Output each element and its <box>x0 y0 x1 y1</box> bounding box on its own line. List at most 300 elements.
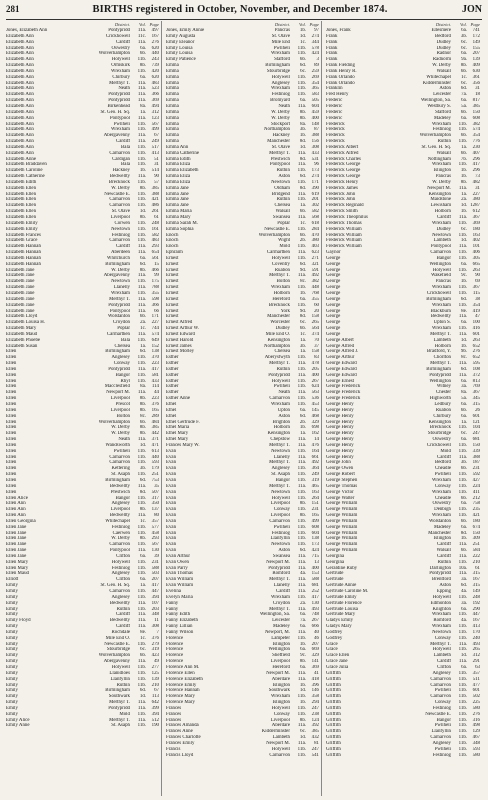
entry-district: Lambeth <box>272 735 290 741</box>
entry-volume: 11b. <box>458 442 467 448</box>
entry-volume: 4a. <box>461 589 467 594</box>
entry-page: 577 <box>151 524 159 530</box>
entry-name: Elizabeth Ann <box>6 109 34 115</box>
entry-district: Pontypridd <box>429 372 451 378</box>
entry-page: 581 <box>151 372 159 378</box>
entry-name: Griffith <box>326 682 341 688</box>
entry-district: Kensington <box>267 337 290 343</box>
entry-name: Emma <box>166 115 179 121</box>
entry-page: 608 <box>311 524 319 530</box>
entry-district: Liverpool <box>270 659 290 665</box>
entry-district: Stafford <box>435 109 451 115</box>
entry-district: Bedwellty <box>109 600 130 606</box>
entry-name: Grace <box>326 647 338 653</box>
entry-name: Elizabeth Ann <box>6 103 34 109</box>
entry-page: 483 <box>151 238 159 244</box>
entry-name: Elizabeth Ann <box>6 144 34 150</box>
entry-volume: 11a. <box>137 717 146 723</box>
entry-page: 150 <box>472 109 480 115</box>
entry-district: Conway <box>273 507 290 513</box>
entry-name: Elizabeth Ann <box>6 80 34 86</box>
entry-name: Elizabeth Hannah <box>6 244 41 250</box>
entry-page: 227 <box>151 320 159 326</box>
entry-page: 293 <box>151 536 159 542</box>
entry-district: Bedwellty <box>109 618 130 624</box>
entry-district: Ruthin <box>276 366 290 372</box>
entry-volume: 1a. <box>461 419 467 425</box>
entry-page: 364 <box>311 466 319 472</box>
entry-page: 416 <box>472 326 480 332</box>
entry-page: 308 <box>151 624 159 630</box>
entry-volume: 6a. <box>461 261 467 267</box>
entry-page: 486 <box>151 203 159 209</box>
entry-page: 162 <box>311 431 319 437</box>
entry-name: Elizabeth Jane <box>6 296 35 302</box>
entry-page: 149 <box>472 39 480 45</box>
entry-district: Pwllheli <box>434 688 451 694</box>
entry-page: 394 <box>151 594 159 600</box>
entry-name: George William <box>326 513 358 519</box>
entry-name: Elizabeth Ann <box>6 63 34 69</box>
entry-volume: 1b. <box>139 168 146 174</box>
entry-name: Emily Alice <box>6 717 30 723</box>
entry-name: Elizabeth Catherine <box>6 174 45 180</box>
entry-name: Frederick Thomas <box>326 220 362 226</box>
entry-name: Esther <box>166 378 179 384</box>
entry-name: Emma Jane <box>166 185 189 191</box>
entry-name: Evan <box>166 448 177 454</box>
entry-district: Stockport <box>270 121 290 127</box>
entry-volume: 11b. <box>137 641 146 647</box>
entry-volume: 8b. <box>299 109 306 115</box>
entry-name: Elizabeth Ann <box>6 133 34 139</box>
entry-district: Neath <box>118 86 130 92</box>
entry-name: Ellen <box>6 372 17 378</box>
entry-page: 291 <box>472 659 480 665</box>
entry-page: 151 <box>311 501 319 507</box>
entry-page: 107 <box>151 600 159 606</box>
entry-district: St. Asaph <box>271 472 290 478</box>
entry-page: 315 <box>472 402 480 407</box>
entry-page: 376 <box>151 402 159 407</box>
entry-volume: 11b. <box>297 530 306 536</box>
entry-page: 593 <box>472 746 480 752</box>
entry-page: 406 <box>472 250 480 256</box>
entry-district: Festiniog <box>432 705 451 711</box>
entry-page: 370 <box>151 355 159 361</box>
entry-name: George Edward <box>326 361 357 367</box>
entry-page: 817 <box>472 98 480 104</box>
entry-volume: 11b. <box>458 694 467 700</box>
entry-name: Frederick William <box>326 238 362 244</box>
entry-page: 41 <box>314 670 319 676</box>
entry-district: Abergavenny <box>103 133 130 139</box>
entry-page: 355 <box>311 296 319 302</box>
entry-volume: 11b. <box>458 232 467 238</box>
entry-volume: 6c. <box>300 68 306 74</box>
entry-name: Gertrude Emily <box>326 594 357 600</box>
entry-district: Upton S. <box>433 320 451 326</box>
entry-page: 385 <box>151 425 159 431</box>
entry-volume: 11b. <box>137 68 146 74</box>
column-header-volume: Vol. <box>459 22 467 27</box>
entry-name: Emma <box>166 139 179 145</box>
entry-name: Emily <box>6 629 18 635</box>
entry-volume: 8c. <box>461 355 467 361</box>
entry-district: Bedford <box>434 33 451 39</box>
entry-volume: 6c. <box>140 647 146 653</box>
entry-volume: 11a. <box>137 244 146 250</box>
entry-volume: 11a. <box>137 437 146 443</box>
entry-district: Romford <box>433 618 451 624</box>
entry-district: Aberystwyth <box>264 355 290 361</box>
entry-volume: 11b. <box>137 232 146 238</box>
entry-volume: 11b. <box>458 670 467 676</box>
entry-district: Cardiff <box>436 553 451 559</box>
entry-district: Ruthin <box>437 559 451 565</box>
entry-volume: 6a. <box>461 98 467 104</box>
entry-volume: 6b. <box>139 51 146 57</box>
entry-district: Merthyr T. <box>268 577 290 583</box>
entry-name: Elizabeth Ann <box>6 139 34 145</box>
entry-page: 567 <box>151 121 159 127</box>
entry-name: Elizabeth Ellen <box>6 197 37 203</box>
entry-page: 276 <box>151 39 159 45</box>
entry-name: Griffith <box>326 688 341 694</box>
entry-district: Wolverhampton <box>98 653 130 659</box>
entry-district: Oldham <box>274 185 290 191</box>
entry-page: 768 <box>311 290 319 296</box>
entry-volume: 11a. <box>137 139 146 145</box>
entry-page: 124 <box>311 717 319 723</box>
entry-page: 374 <box>311 331 319 337</box>
entry-district: Cardiff <box>436 659 451 665</box>
entry-volume: 11b. <box>137 448 146 454</box>
entry-district: Wrexham <box>431 285 451 291</box>
entry-page: 507 <box>151 489 159 495</box>
entry-name: Evan <box>166 501 177 507</box>
entry-district: Hereford <box>272 664 290 670</box>
entry-volume: 11b. <box>458 139 467 145</box>
entry-volume: 11a. <box>297 460 306 466</box>
entry-page: 365 <box>311 86 319 92</box>
entry-name: Frank Fielding <box>326 63 355 69</box>
entry-district: Aston <box>278 413 290 419</box>
entry-name: Emma <box>166 74 179 80</box>
entry-district: Chelsea <box>274 349 290 355</box>
entry-volume: 1a. <box>140 583 146 589</box>
entry-page: 252 <box>311 589 319 594</box>
entry-district: Poplar <box>117 326 130 332</box>
entry-district: Hackney <box>272 133 290 139</box>
entry-district: Carnarvon <box>269 752 290 758</box>
entry-district: Conway <box>273 711 290 717</box>
entry-district: Islington <box>272 700 290 706</box>
entry-page: 369 <box>472 220 480 226</box>
entry-page: 582 <box>311 209 319 215</box>
entry-name: Emma <box>166 133 179 139</box>
entry-district: Merthyr T. <box>108 296 130 302</box>
entry-volume: 1a. <box>300 203 306 209</box>
entry-district: Anglesey <box>271 80 290 86</box>
entry-page: 263 <box>472 267 480 273</box>
entry-volume: 9a. <box>461 57 467 63</box>
entry-page: 523 <box>151 86 159 92</box>
entry-volume: 8b. <box>139 185 146 191</box>
entry-district: Carnarvon <box>109 150 130 156</box>
entry-page: 319 <box>311 477 319 483</box>
entry-district: Carnarvon <box>269 396 290 402</box>
entry-name: Emily Anne <box>6 723 30 729</box>
entry-page: 483 <box>151 80 159 86</box>
entry-name: Ellen Ann <box>6 501 26 507</box>
entry-page: 357 <box>151 518 159 524</box>
entry-volume: 2a. <box>140 320 146 326</box>
entry-district: Holywell <box>432 594 451 600</box>
entry-district: Corwen <box>114 220 130 226</box>
entry-page: 478 <box>311 361 319 367</box>
entry-district: Croydon <box>272 600 290 606</box>
entry-district: Wakefield <box>431 273 451 279</box>
entry-district: Cheadle <box>434 466 451 472</box>
column-header-district: District. <box>274 22 290 27</box>
entry-name: Ellen <box>6 448 17 454</box>
entry-page: 97 <box>314 28 319 33</box>
entry-name: Florence Mary <box>166 694 195 700</box>
entry-name: Frances Charlotte <box>166 735 201 741</box>
entry-volume: 6a. <box>300 612 306 618</box>
entry-district: Cheadle <box>434 495 451 501</box>
entry-name: George William <box>326 507 358 513</box>
entry-page: 15 <box>154 261 159 267</box>
entry-volume: 6b. <box>299 57 306 63</box>
entry-name: Emma <box>166 127 179 133</box>
entry-volume: 11a. <box>297 191 306 197</box>
entry-page: 309 <box>472 536 480 542</box>
entry-name: Griffith <box>326 694 341 700</box>
entry-name: Ellen <box>6 402 17 407</box>
entry-district: Prestwich <box>110 489 130 495</box>
entry-name: Emma Eliza <box>166 174 191 180</box>
entry-page: 748 <box>311 612 319 618</box>
entry-name: Gertrude <box>326 577 344 583</box>
entry-page: 541 <box>311 752 319 758</box>
entry-page: 567 <box>151 542 159 548</box>
entry-district: Kensington <box>428 419 451 425</box>
entry-page: 619 <box>311 191 319 197</box>
entry-page: 400 <box>311 115 319 121</box>
entry-district: Festiniog <box>432 752 451 758</box>
entry-name: Florence Ellen <box>166 670 195 676</box>
entry-name: Emma Edith <box>166 156 191 162</box>
entry-district: Carnarvon <box>109 460 130 466</box>
entry-name: Griffith <box>326 729 341 735</box>
entry-district: Holywell <box>271 74 290 80</box>
entry-district: Hackney <box>112 168 130 174</box>
entry-page: 227 <box>472 191 480 197</box>
entry-district: Festiniog <box>111 524 130 530</box>
entry-volume: 6a. <box>300 407 306 413</box>
entry-page: 574 <box>151 331 159 337</box>
entry-page: 249 <box>151 139 159 145</box>
entry-volume: 1d. <box>299 688 306 694</box>
entry-page: 223 <box>151 396 159 402</box>
entry-name: Evan <box>166 460 177 466</box>
entry-district: Cardiff <box>115 139 130 145</box>
entry-volume: 8b. <box>460 179 467 185</box>
entry-name: Francis <box>166 746 181 752</box>
entry-name: Emma <box>166 98 179 104</box>
entry-district: Northampton <box>263 343 290 349</box>
entry-page: 173 <box>311 542 319 548</box>
entry-page: 114 <box>151 384 159 390</box>
entry-volume: 11b. <box>458 302 467 308</box>
entry-district: Newtown <box>270 179 290 185</box>
entry-name: Griffith <box>326 705 341 711</box>
entry-page: 423 <box>151 653 159 659</box>
entry-district: Holywell <box>271 495 290 501</box>
entry-volume: 1d. <box>299 735 306 741</box>
entry-volume: 6c. <box>461 226 467 232</box>
entry-volume: 11b. <box>297 366 306 372</box>
entry-volume: 6d. <box>299 174 306 180</box>
entry-volume: 11a. <box>137 483 146 489</box>
entry-volume: 11a. <box>297 629 306 635</box>
entry-volume: 11b. <box>137 127 146 133</box>
entry-district: Radnor <box>436 51 451 57</box>
entry-page: 620 <box>151 74 159 80</box>
entry-page: 210 <box>151 682 159 688</box>
entry-district: Newport M. <box>106 390 130 396</box>
entry-district: St. Geo. H. Sq. <box>100 583 130 589</box>
entry-volume: 11a. <box>137 115 146 121</box>
entry-district: Liverpool <box>270 513 290 519</box>
entry-district: Wrexham <box>431 513 451 519</box>
entry-district: Pontypridd <box>268 565 290 571</box>
entry-district: Chirbury <box>433 413 451 419</box>
entry-district: Holywell <box>432 267 451 273</box>
entry-name: Frances Anne <box>166 729 193 735</box>
entry-volume: 6c. <box>461 45 467 51</box>
entry-name: Esther <box>166 384 179 390</box>
entry-volume: 11b. <box>458 513 467 519</box>
entry-name: Frank Henry R. <box>326 68 357 74</box>
entry-name: Frederick <box>326 121 345 127</box>
entry-name: Emily <box>6 635 18 641</box>
entry-name: Frances <box>166 711 182 717</box>
entry-page: 321 <box>311 261 319 267</box>
entry-district: Lampeter <box>271 635 290 641</box>
entry-volume: 8b. <box>299 501 306 507</box>
entry-volume: 11b. <box>458 507 467 513</box>
entry-name: Ellen <box>6 349 17 355</box>
entry-district: Ruthin <box>276 168 290 174</box>
entry-name: Ernest Morley <box>166 349 195 355</box>
entry-volume: 11b. <box>137 150 146 156</box>
entry-name: Ernest James <box>166 343 192 349</box>
entry-volume: 6d. <box>299 548 306 554</box>
entry-name: Ellen Jane <box>6 524 27 530</box>
entry-district: Brighton <box>272 419 290 425</box>
entry-page: 417 <box>472 162 480 168</box>
entry-volume: 6a. <box>461 413 467 419</box>
entry-name: Elizabeth Hannah <box>6 261 41 267</box>
entry-name: George <box>326 285 341 291</box>
entry-name: Elizabeth Phoebe <box>6 337 41 343</box>
entry-name: Frank <box>326 57 338 63</box>
entry-name: Frederick George <box>326 168 361 174</box>
entry-district: Kensington <box>267 431 290 437</box>
entry-page: 175 <box>151 279 159 285</box>
entry-district: Oswestry <box>432 501 451 507</box>
entry-page: 207 <box>472 51 480 57</box>
entry-page: 512 <box>151 717 159 723</box>
entry-page: 580 <box>472 705 480 711</box>
entry-district: Pontypridd <box>108 28 130 33</box>
entry-volume: 11a. <box>137 174 146 180</box>
entry-page: 149 <box>472 589 480 594</box>
entry-page: 427 <box>472 477 480 483</box>
entry-volume: 11a. <box>458 553 467 559</box>
entry-volume: 6a. <box>300 647 306 653</box>
entry-name: George Victor <box>326 489 354 495</box>
entry-page: 67 <box>154 133 159 139</box>
entry-volume: 11b. <box>458 711 467 717</box>
entry-volume: 8a. <box>140 384 146 390</box>
entry-page: 580 <box>472 752 480 758</box>
entry-page: 458 <box>151 530 159 536</box>
entry-district: Islington <box>272 682 290 688</box>
entry-district: Pontypridd <box>108 98 130 104</box>
entry-district: Festiniog <box>111 565 130 571</box>
entry-page: 248 <box>151 220 159 226</box>
entry-volume: 11b. <box>297 197 306 203</box>
entry-page: 471 <box>151 442 159 448</box>
entry-volume: 8a. <box>300 121 306 127</box>
entry-page: 400 <box>311 565 319 571</box>
entry-page: 115 <box>472 290 480 296</box>
entry-name: Evan William <box>166 577 194 583</box>
entry-name: Frederick <box>326 133 345 139</box>
entry-district: Wrexham <box>431 624 451 630</box>
entry-page: 265 <box>311 320 319 326</box>
entry-volume: 11b. <box>297 86 306 92</box>
entry-page: 248 <box>472 594 480 600</box>
entry-district: Walsall <box>436 150 451 156</box>
entry-district: Upton <box>277 407 290 413</box>
entry-page: 440 <box>151 51 159 57</box>
entry-name: Geraldine Ruby <box>326 565 358 571</box>
entry-page: 588 <box>311 577 319 583</box>
entry-volume: 11b. <box>137 279 146 285</box>
entry-volume: 11b. <box>297 477 306 483</box>
entry-page: 354 <box>472 133 480 139</box>
entry-volume: 11b. <box>137 501 146 507</box>
entry-volume: 11b. <box>137 156 146 162</box>
entry-name: Frederick James <box>326 185 358 191</box>
entry-volume: 11a. <box>458 215 467 220</box>
entry-page: 698 <box>311 425 319 431</box>
entry-name: Fanny Elizabeth <box>166 618 198 624</box>
entry-district: Coventry <box>271 261 290 267</box>
entry-name: Evan Thomas <box>166 571 193 577</box>
entry-district: Llanelly <box>113 285 130 291</box>
entry-volume: 11a. <box>137 705 146 711</box>
entry-volume: 11b. <box>137 460 146 466</box>
entry-district: Ruthin <box>276 197 290 203</box>
entry-name: Florence <box>166 653 184 659</box>
entry-name: Ethel <box>166 402 177 407</box>
